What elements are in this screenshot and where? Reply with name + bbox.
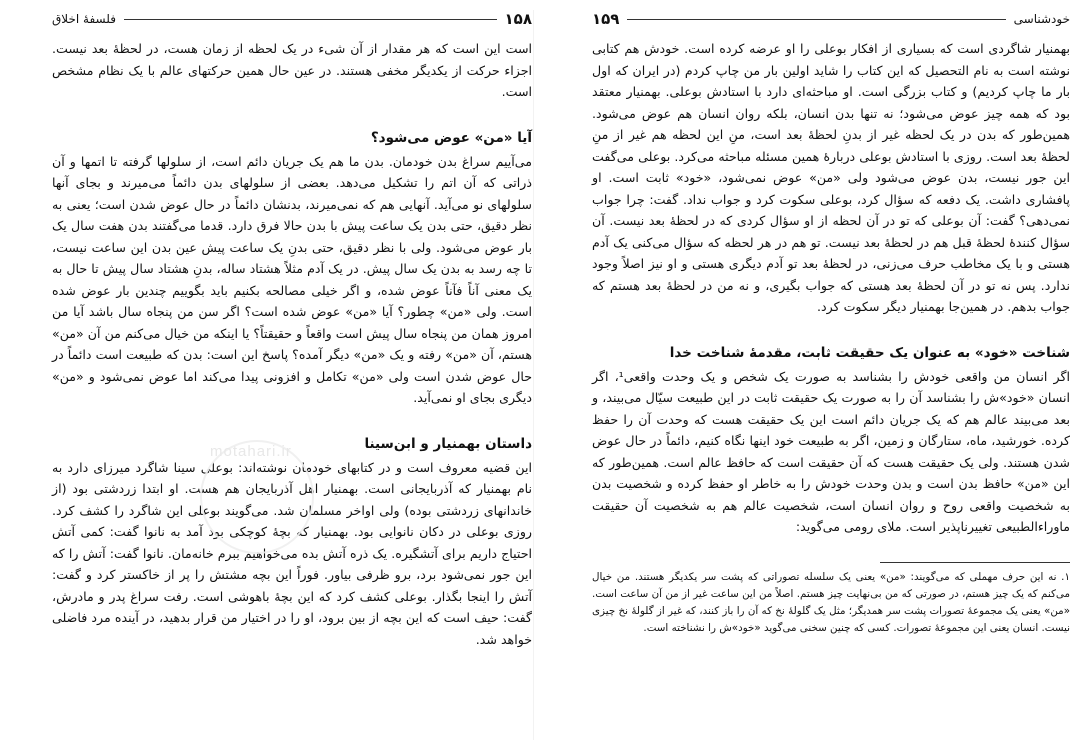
right-paragraph-1: بهمنیار شاگردی است که بسیاری از افکار بوعلی را او عرضه کرده است. خودش هم کتابی نوشته است به نام التحصیل که این کتاب را شاید اولین بار من چاپ کردم (در ایران که اول بار ما چاپ کردیم) و کتاب بزرگی است. او مباحثه‌ای دارد با استادش بوعلی. بهمنیار معتقد بود که همه چیز عوض می‌شود؛ نه تنها بدن انسان، بلکه روان انسان هم عوض می‌شود. همین‌طور که بدن در یک لحظه غیر از بدنِ لحظهٔ بعد است، منِ این لحظه هم غیر از منِ لحظهٔ بعد است. روزی با استادش بوعلی دربارهٔ همین مسئله مباحثه می‌کرد. بوعلی می‌گفت این جور نیست، بدن عوض می‌شود ولی «من» عوض نمی‌شود، «خود» ثابت است. او پافشاری داشت. یک دفعه که سؤال کرد، بوعلی سکوت کرد و جواب نداد. گفت: چرا جواب نمی‌دهی؟ گفت: آن بوعلی که تو در آن لحظه از او سؤال کردی که در لحظهٔ بعد نیست. آن سؤال کنندهٔ لحظهٔ قبل هم در لحظهٔ بعد نیست. تو هم در هر لحظه که سؤال می‌کنی یک آدم هستی و با یک مخاطب حرف می‌زنی، در لحظهٔ بعد تو آدم دیگری هستی و او نیز اصلاً وجود ندارد. پس نه تو در آن لحظهٔ بعد هستی که جواب بگیری، و نه من در لحظهٔ بعد هستم که جواب بدهم. در همین‌جا بهمنیار دیگر سکوت کرد. (592, 41, 1070, 314)
left-section2-body: این قضیه معروف است و در کتابهای خودمان نوشته‌اند: بوعلی سینا شاگرد میرزای دارد به نام بهمنیار که آذربایجانی است. بهمنیار اهل آذربایجان هم هست. او ابتدا زردشتی بود (از خاندانهای زردشتی بوده) ولی اواخر مسلمان شد. می‌گویند بوعلی این شاگرد را کشف کرد. روزی بوعلی در دکان نانوایی بود. بهمنیار که بچهٔ کوچکی بود آمد به نانوا گفت: کمی آتش احتیاج داریم برای آتشگیره. یک ذره آتش بده می‌خواهیم ببرم خانه‌مان. نانوا گفت: آتش را که این جور نمی‌شود برد، برو ظرفی بیاور. فوراً این بچه مشتش را پر از خاکستر کرد و گفت: آتش را اینجا بگذار. بوعلی کشف کرد که این بچهٔ باهوشی است. رفت سراغ پدر و مادرش، گفت: حیف است که این بچه از بین برود، او را در اختیار من قرار بدهید، در آینده مرد فاضلی خواهد شد. (52, 459, 532, 647)
section-heading-self-change: آیا «من» عوض می‌شود؟ (370, 129, 532, 146)
gutter (533, 10, 534, 740)
right-page-header (592, 8, 1070, 30)
left-running-title: فلسفهٔ اخلاق (52, 12, 116, 26)
watermark-text: motahari.ir (210, 443, 292, 460)
right-running-title: خودشناسی (1013, 12, 1070, 26)
right-page-number: ۱۵۹ (592, 10, 620, 28)
left-page-header (52, 8, 532, 30)
footnote-rule (880, 562, 1070, 563)
right-page (592, 8, 1070, 744)
header-rule (627, 19, 1005, 20)
section-heading-knowing-self: شناخت «خود» به عنوان یک حقیقت ثابت، مقدمهٔ شناخت خدا (669, 344, 1070, 361)
footnote: ۱. نه این حرف مهملی که می‌گویند: «من» یعنی یک سلسله تصوراتی که پشت سر یکدیگر هستند. من خیال می‌کنم که یک چیز هستم، در صورتی که من بی‌نهایت چیز هستم. اصلاً من این ساعت غیر از من آن ساعت است. «من» یعنی یک مجموعهٔ تصورات پشت سر همدیگر؛ مثل یک گلولهٔ نخ که آن را باز کنند، که غیر از گلولهٔ نخ چیزی نیست. انسان یعنی این مجموعهٔ تصورات. کسی که چنین سخنی می‌گوید «خود»ش را نشناخته است. (592, 570, 1070, 634)
left-page-number: ۱۵۸ (504, 10, 532, 28)
left-section1-body: می‌آییم سراغ بدن خودمان. بدن ما هم یک جریان دائم است، از سلولها گرفته تا اتمها و آن ذراتی که آن اتم را تشکیل می‌دهد. بعضی از سلولهای بدن دائماً می‌میرند و بجای آنها سلولهای نو می‌آید. آنهایی هم که نمی‌میرند، بدنشان دائماً در حال عوض شدن است؛ یعنی به نظر دقیق، حتی بدن یک ساعت پیش با بدن حالا فرق دارد. قدما می‌گفتند بدن هفت سال یک بار عوض می‌شود. ولی با نظر دقیق، حتی بدنِ یک ساعت پیش عین بدن این ساعت نیست، تا چه رسد به بدن یک سال پیش. در یک آدم مثلاً هشتاد ساله، بدنِ هشتاد سال پیش تا حال به یک معنی آناً فآناً عوض شده، و اگر خیلی مصالحه بکنیم باید بگوییم چندین بار عوض شده است. ولی «من» چطور؟ آیا «من» عوض شده است؟ اگر سن من پنجاه سال باشد آیا من امروز همان من پنجاه سال پیش است واقعاً و حقیقتاً؟ یا اینکه من خیال می‌کنم من آن «من» هستم، آن «من» رفته و یک «من» دیگر آمده؟ پاسخ این است: بدن که طبیعت است دائماً در حال عوض شدن است ولی «من» تکامل و افزونی پیدا می‌کند اما عوض نمی‌شود و «من» دیگری بجای او نمی‌آید. (52, 153, 532, 405)
right-paragraph-2: اگر انسان من واقعی خودش را بشناسد به صورت یک شخص و یک وحدت واقعی¹، اگر انسان «خود»ش را بشناسد آن را به صورت یک حقیقت ثابت در این طبیعت سیّال می‌بیند، و بعد می‌بیند عالم هم که یک جریان دائم است این یک حقیقت هست که وحدت آن را حفظ کرده. خورشید، ماه، ستارگان و زمین، اگر به طبیعت خود اینها نگاه کنیم، دائماً در حال عوض شدن هستند. ولی یک حقیقت هست که آن حقیقت است که حافظ عالم است. همین‌طور که این «من» حافظ بدن است و بدن وحدت خودش را به خاطر او حفظ کرده و شخصیت بدن به شخصیت واقعی روح و روان انسان است، شخصیت عالم هم به شخصیت آن حقیقت ماوراءالطبیعی تغییرناپذیر است. ملای رومی می‌گوید: (592, 368, 1070, 534)
left-intro-paragraph: است این است که هر مقدار از آن شیء در یک لحظه از زمان هست، در لحظهٔ بعد نیست. اجزاء حرکت از یکدیگر مخفی هستند. در عین حال همین حرکتهای عالم با یک نظام مشخص است. (52, 41, 532, 99)
section-heading-bahmanyar: داستان بهمنیار و ابن‌سینا (364, 435, 532, 452)
left-page (52, 8, 532, 744)
header-rule (124, 19, 497, 20)
